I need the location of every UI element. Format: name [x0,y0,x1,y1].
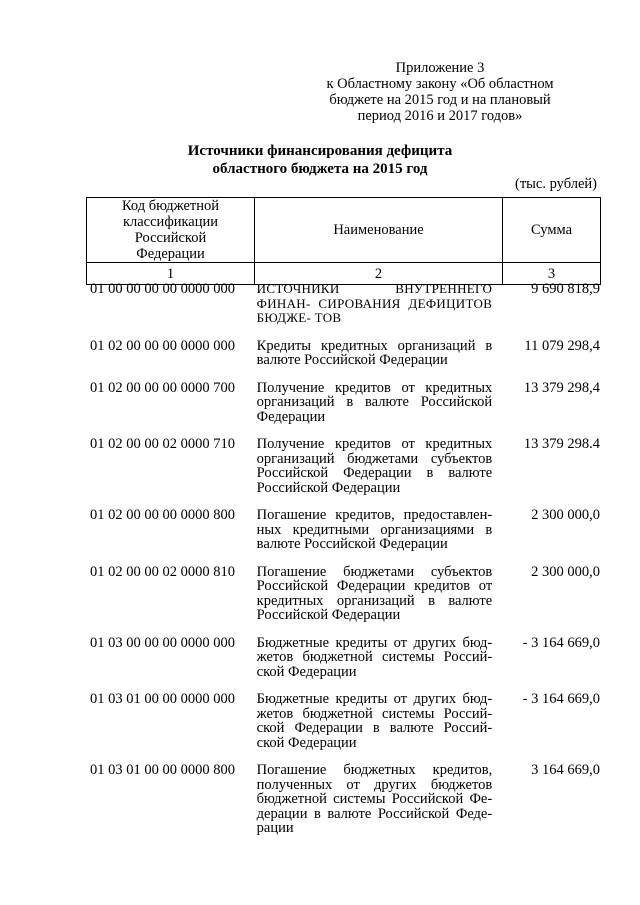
row-amount: 9 690 818,9 [531,281,600,297]
table-row [86,763,600,836]
row-code: 01 02 00 00 00 0000 800 [90,507,235,523]
row-amount: 3 164 669,0 [531,762,600,778]
annex-line: Приложение 3 [395,60,485,76]
column-number-3: 3 [503,263,601,285]
row-code: 01 02 00 00 02 0000 710 [90,436,235,452]
row-code: 01 03 01 00 00 0000 000 [90,691,235,707]
title-line-2: областного бюджета на 2015 год [212,161,428,177]
row-code: 01 03 01 00 00 0000 800 [90,762,235,778]
row-amount: 2 300 000,0 [531,563,600,580]
row-name: Кредиты кредитных организаций в валюте Российской Федерации [256,337,493,368]
header-code-label: Код бюджетной классификации Российской Федерации [121,198,219,262]
row-amount: 13 379 298,4 [523,379,600,396]
header-code [87,198,255,263]
row-amount: - 3 164 669,0 [522,634,600,651]
row-code: 01 03 00 00 00 0000 000 [90,634,235,651]
title-line-1: Источники финансирования дефицита [187,143,453,159]
table-row [86,636,600,680]
row-name: Получение кредитов от кредитных организаций в валюте Российской Федерации [256,379,493,425]
column-number-2: 2 [255,263,503,285]
row-amount: 2 300 000,0 [531,507,600,523]
row-name: Погашение бюджетами субъектов Российской Федерации кредитов от кредитных организаций в валюте Российской Федерации [256,563,493,623]
annex-line: к Областному закону «Об областном [326,76,554,92]
document-title [120,142,520,178]
row-amount: 13 379 298.4 [523,436,600,452]
row-amount: - 3 164 669,0 [522,691,600,707]
header-amount: Сумма [503,198,601,263]
row-code: 01 02 00 00 00 0000 000 [90,337,235,354]
row-name: Получение кредитов от кредитных организаций бюджетами субъектов Российской Федерации в валюте Российской Федерации [256,436,493,496]
row-code: 01 02 00 00 00 0000 700 [90,379,235,396]
table-row [86,381,600,425]
row-name: Бюджетные кредиты от других бюд- жетов бюджетной системы Россий- ской Федерации [256,634,493,680]
row-amount: 11 079 298,4 [524,337,600,354]
table-row [86,339,600,368]
row-name: Погашение кредитов, предоставлен- ных кредитными организациями в валюте Российской Федерации [256,507,493,552]
annex-header [300,60,580,124]
row-name: Бюджетные кредиты от других бюд- жетов бюджетной системы Россий- ской Федерации в валюте Россий- ской Федерации [256,691,493,751]
table-row [86,508,600,552]
row-code: 01 02 00 00 02 0000 810 [90,563,235,580]
column-number-1: 1 [87,263,255,285]
table-body [86,282,600,849]
header-name: Наименование [255,198,503,263]
row-name: ИСТОЧНИКИ ВНУТРЕННЕГО ФИНАН- СИРОВАНИЯ ДЕФИЦИТОВ БЮДЖЕ- ТОВ [256,281,493,325]
row-code: 01 00 00 00 00 0000 000 [90,281,235,297]
table-row [86,282,600,326]
table-header [86,197,601,285]
table-row [86,437,600,495]
annex-line: бюджете на 2015 год и на плановый [329,92,551,108]
units-note: (тыс. рублей) [515,176,597,192]
table-row [86,692,600,750]
table-row [86,565,600,623]
row-name: Погашение бюджетных кредитов, полученных от других бюджетов бюджетной системы Российской Фе- дерации в валюте Российской Феде- рации [256,762,493,836]
annex-line: период 2016 и 2017 годов» [357,108,523,124]
